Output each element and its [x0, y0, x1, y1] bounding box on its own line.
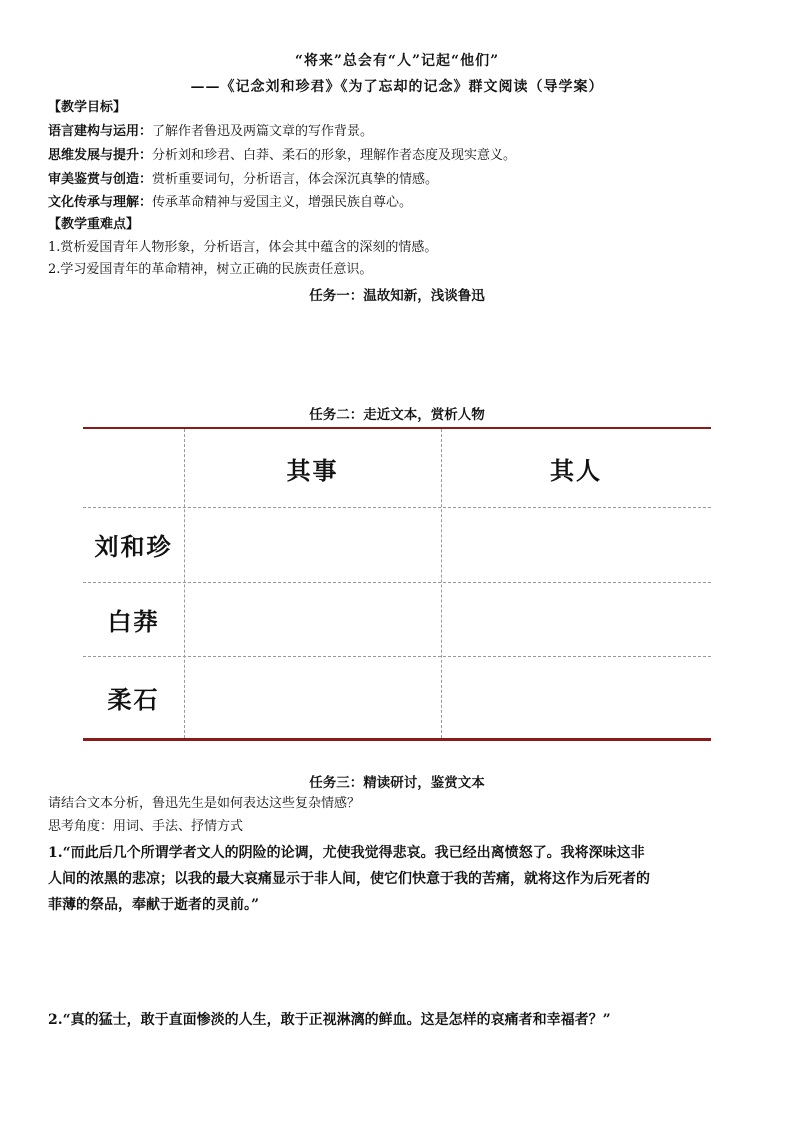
goal-item: 语言建构与运用：了解作者鲁迅及两篇文章的写作背景。	[48, 124, 374, 139]
goal-item: 文化传承与理解：传承革命精神与爱国主义，增强民族自尊心。	[48, 195, 413, 210]
question-2: 2.“真的猛士，敢于直面惨淡的人生，敢于正视淋漓的鲜血。这是怎样的哀痛者和幸福者？”	[48, 1012, 611, 1028]
task2-title: 任务二：走近文本，赏析人物	[309, 407, 485, 423]
goals-heading: 【教学目标】	[48, 100, 127, 115]
page-subtitle: ——《记念刘和珍君》《为了忘却的记念》群文阅读（导学案）	[190, 79, 604, 95]
key-points-heading: 【教学重难点】	[48, 217, 140, 232]
task1-title: 任务一：温故知新，浅谈鲁迅	[309, 288, 485, 304]
character-analysis-table	[83, 427, 711, 741]
table-header-person: 其人	[550, 455, 602, 485]
task3-title: 任务三：精读研讨，鉴赏文本	[309, 775, 485, 791]
question-1-line: 人间的浓黑的悲凉；以我的最大哀痛显示于非人间，使它们快意于我的苦痛，就将这作为后死者的	[48, 871, 650, 887]
table-header-empty	[83, 429, 184, 507]
key-point-item: 1.赏析爱国青年人物形象，分析语言，体会其中蕴含的深刻的情感。	[48, 240, 438, 255]
table-bottom-rule	[83, 738, 711, 741]
goal-item: 思维发展与提升：分析刘和珍君、白莽、柔石的形象，理解作者态度及现实意义。	[48, 148, 517, 163]
task3-angles: 思考角度：用词、手法、抒情方式	[48, 819, 244, 834]
page-title: “将来”总会有“人”记起“他们”	[294, 53, 500, 69]
table-header-events: 其事	[286, 455, 339, 485]
task3-prompt: 请结合文本分析，鲁迅先生是如何表达这些复杂情感？	[48, 796, 361, 811]
question-1-line: 菲薄的祭品，奉献于逝者的灵前。”	[48, 897, 260, 913]
table-row-label-baimang: 白莽	[107, 606, 160, 636]
table-row-label-roushi: 柔石	[107, 684, 160, 714]
goal-item: 审美鉴赏与创造：赏析重要词句，分析语言，体会深沉真挚的情感。	[48, 172, 439, 187]
question-1-line: 1.“而此后几个所谓学者文人的阴险的论调，尤使我觉得悲哀。我已经出离愤怒了。我将深味这非	[48, 845, 645, 861]
key-point-item: 2.学习爱国青年的革命精神，树立正确的民族责任意识。	[48, 262, 373, 277]
table-row-label-liuhezhen: 刘和珍	[94, 532, 173, 561]
question-1	[48, 840, 748, 918]
